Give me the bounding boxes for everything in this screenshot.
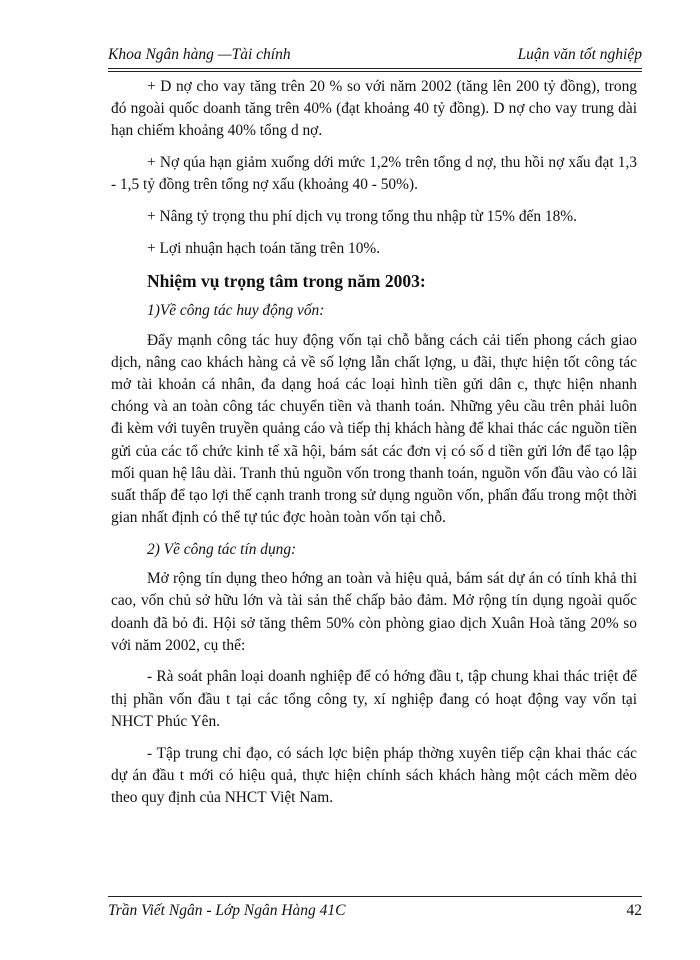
page-header — [108, 46, 642, 69]
paragraph-outstanding-loans: + D nợ cho vay tăng trên 20 % so với năm 2002 (tăng lên 200 tỷ đồng), trong đó ngoài quốc doanh tăng trên 40% (đạt khoảng 40 tỷ đồng). D nợ cho vay trung dài hạn chiếm khoảng 40% tổng d nợ. — [111, 78, 637, 140]
page-number: 42 — [626, 902, 642, 919]
paragraph-overdue-debt: + Nợ qúa hạn giảm xuống dới mức 1,2% trên tổng d nợ, thu hồi nợ xấu đạt 1,3 - 1,5 tỷ đồng trên tổng nợ xấu (khoảng 40 - 50%). — [111, 154, 637, 194]
section2-title: 2) Về công tác tín dụng: — [147, 540, 297, 558]
header-faculty: Khoa Ngân hàng —Tài chính — [108, 46, 291, 63]
header-divider — [108, 71, 642, 72]
section2-body: Mở rộng tín dụng theo hớng an toàn và hiệu quả, bám sát dự án có tính khả thi cao, vốn chủ sở hữu lớn và tài sản thế chấp bảo đảm. Mở rộng tín dụng ngoài quốc doanh đã bỏ đi. Hội sở tăng thêm 50% còn phòng giao dịch Xuân Hoà tăng 20% so với năm 2002, cụ thể: — [111, 570, 637, 654]
footer-divider — [108, 896, 642, 897]
section2-item-2: - Tập trung chỉ đạo, có sách lợc biện pháp thờng xuyên tiếp cận khai thác các dự án đầu t mới có hiệu quả, thực hiện chính sách khách hàng một cách mềm dẻo theo quy định của NHCT Việt Nam. — [111, 744, 637, 806]
section2-item-1: - Rà soát phân loại doanh nghiệp để có hớng đầu t, tập chung khai thác triệt để thị phần vốn đầu t tại các tổng công ty, xí nghiệp đang có hoạt động vay vốn tại NHCT Phúc Yên. — [111, 668, 637, 730]
section-heading: Nhiệm vụ trọng tâm trong năm 2003: — [147, 271, 426, 292]
section1-title: 1)Về công tác huy động vốn: — [147, 302, 325, 320]
paragraph-profit: + Lợi nhuận hạch toán tăng trên 10%. — [147, 239, 381, 257]
paragraph-service-fees: + Nâng tỷ trọng thu phí dịch vụ trong tổng thu nhập từ 15% đến 18%. — [147, 208, 577, 226]
section1-body: Đẩy mạnh công tác huy động vốn tại chỗ bằng cách cải tiến phong cách giao dịch, nâng cao khách hàng cả về số lợng lẫn chất lợng, u đãi, thực hiện tốt công tác mở tài khoản cá nhân, đa dạng hoá các loại hình tiền gửi dân c, thực hiện nhanh chóng và an toàn công tác chuyển tiền và thanh toán. Những yêu cầu trên phải luôn đi kèm với tuyên truyền quảng cáo và tiếp thị khách hàng để khai thác các nguồn tiền gửi của các tổ chức kinh tế xã hội, bám sát các đơn vị có số d tiền gửi lớn để tạo lập mối quan hệ lâu dài. Tranh thủ nguồn vốn trong thanh toán, nguồn vốn đầu vào có lãi suất thấp để tạo lợi thế cạnh tranh trong sử dụng nguồn vốn, phấn đấu trong một thời gian nhất định có thể tự túc đợc hoàn toàn vốn tại chỗ. — [111, 331, 637, 527]
page-body — [111, 76, 637, 819]
header-document-type: Luận văn tốt nghiệp — [517, 46, 642, 63]
footer-author: Trần Viết Ngân - Lớp Ngân Hàng 41C — [108, 902, 346, 919]
